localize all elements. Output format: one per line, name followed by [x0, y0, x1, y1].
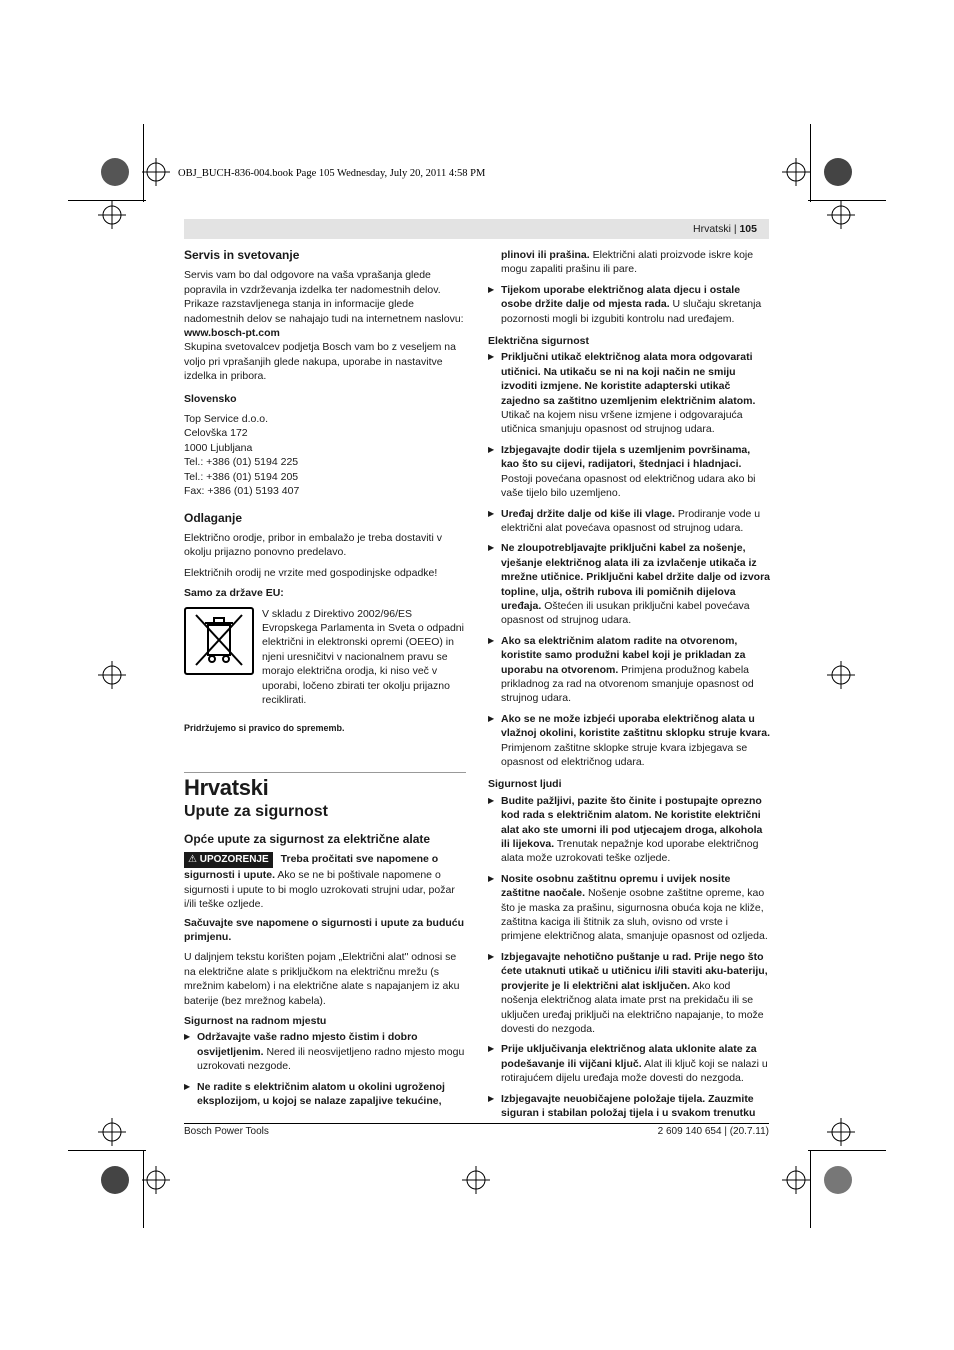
odlaganje-heading: Odlaganje	[184, 510, 243, 525]
list-item: ▶ Priključni utikač električnog alata mora odgovarati utičnici. Na utikaču se ni na koji način ne smiju izvoditi izmjene. Ne koristite adapterski utikač zajedno sa zaštitno uzemljenim električnim alatom. Utikač na kojem nisu vršene izmjene i odgovarajuća utičnica smanjuju opasnost od strujnog udara.	[488, 350, 770, 436]
left-column	[184, 248, 466, 1115]
bosch-url[interactable]: www.bosch-pt.com	[184, 327, 280, 340]
odlaganje-text-2: Električnih orodij ne vrzite med gospodinjske odpadke!	[184, 566, 438, 579]
personal-safety-heading: Sigurnost ljudi	[488, 778, 562, 791]
list-item: ▶ Izbjegavajte nehotično puštanje u rad. Prije nego što ćete utaknuti utikač u utičnicu i/ili staviti aku-bateriju, provjerite je li električni alat isključen. Ako kod nošenja električnog alata imate prst na prekidaču ili se uključen uređaj priključi na električno napajanje, to može dovesti do nezgoda.	[488, 950, 770, 1036]
warning-paragraph: ⚠ UPOZORENJE Treba pročitati sve napomene o sigurnosti i upute. Ako se ne bi poštivale napomene o sigurnosti i upute to bi moglo uzrokovati strujni udar, požar i/ili teške ozljede.	[184, 853, 455, 911]
weee-text: V skladu z Direktivo 2002/96/ES Evropskega Parlamenta in Sveta o odpadni električni in elektronski opremi (OEEO) in njeni uresničitvi v nacionalnem pravu se morajo električna orodja, ki niso več v uporabi, ločeno zbirati ter okolju prijazno reciklirati.	[262, 607, 464, 706]
servis-text: Servis vam bo dal odgovore na vaša vprašanja glede popravila in vzdrževanja izdelka ter nadomestnih delov. Prikaze razstavljenega stanja in informacije glede nadomestnih delov se nahajajo tudi na internetnem naslovu: www.bosch-pt.com Skupina svetovalcev podjetja Bosch vam bo z veseljem na voljo pri vprašanjih glede nakupa, uporabe in nastavitve izdelka in pribora.	[184, 269, 464, 383]
general-safety-heading: Opće upute za sigurnost za električne alate	[184, 831, 431, 846]
list-item: ▶ Ako se ne može izbjeći uporaba električnog alata u vlažnoj okolini, koristite zaštitnu sklopku struje kvara. Primjenom zaštitne sklopke struje kvara izbjegava se opasnost od električnog udara.	[488, 712, 770, 770]
list-item: ▶ Tijekom uporabe električnog alata djecu i ostale osobe držite dalje od mjesta rada. U slučaju skretanja pozornosti mogli bi izgubiti kontrolu nad uređajem.	[488, 283, 770, 326]
odlaganje-text-1: Električno orodje, pribor in embalažo je treba dostaviti v okolju prijazno ponovno predelavo.	[184, 531, 442, 559]
electrical-safety-heading: Električna sigurnost	[488, 335, 589, 348]
footer-rule	[184, 1123, 769, 1124]
list-item: ▶ Budite pažljivi, pazite što činite i postupajte oprezno kod rada s električnim alatom. Ne koristite električni alat ako ste umorni ili pod utjecajem droga, alkohola ili lijekova. Trenutak nepažnje kod uporabe električnog alata može uzrokovati teške ozljede.	[488, 794, 770, 866]
eu-only-heading: Samo za države EU:	[184, 587, 284, 600]
safety-title: Upute za sigurnost	[184, 803, 329, 821]
servis-heading: Servis in svetovanje	[184, 248, 300, 262]
keep-instructions: Sačuvajte sve napomene o sigurnosti i upute za buduću primjenu.	[184, 916, 465, 944]
page-number: 105	[739, 223, 757, 235]
slovensko-heading: Slovensko	[184, 392, 237, 405]
weee-bin-icon	[184, 607, 254, 675]
section-divider	[184, 772, 466, 773]
list-item: ▶ Ako sa električnim alatom radite na otvorenom, koristite samo produžni kabel koji je prikladan za uporabu na otvorenom. Primjena produžnog kabela prikladnog za rad na otvorenom smanjuje opasnost od strujnog udara.	[488, 634, 770, 706]
warning-badge: ⚠ UPOZORENJE	[184, 852, 273, 868]
section-title-hrvatski: Hrvatski	[184, 774, 269, 800]
rights-reserved: Pridržujemo si pravico do sprememb.	[184, 723, 345, 734]
list-item: ▶ Uređaj držite dalje od kiše ili vlage. Prodiranje vode u električni alat povećava opasnost od strujnog udara.	[488, 507, 770, 536]
term-definition: U daljnjem tekstu korišten pojam „Električni alat" odnosi se na električne alate s priključkom na električnu mrežu (s mrežnim kabelom) i na električne alate s napajanjem iz aku baterije (bez mrežnog kabela).	[184, 951, 460, 1007]
workplace-safety-heading: Sigurnost na radnom mjestu	[184, 1015, 327, 1028]
right-column	[488, 248, 770, 1126]
footer-doc-number: 2 609 140 654 | (20.7.11)	[657, 1126, 769, 1137]
list-item: ▶ Prije uključivanja električnog alata uklonite alate za podešavanje ili vijčani ključ. Alat ili ključ koji se nalazi u rotirajućem dijelu uređaja može dovesti do nezgoda.	[488, 1042, 770, 1085]
book-info: OBJ_BUCH-836-004.book Page 105 Wednesday, July 20, 2011 4:58 PM	[178, 168, 486, 179]
list-item-continuation: plinovi ili prašina. Električni alati proizvode iskre koje mogu zapaliti prašinu ili pare.	[501, 249, 754, 276]
list-item: ▶ Održavajte vaše radno mjesto čistim i dobro osvijetljenim. Nered ili neosvijetljeno radno mjesto mogu uzrokovati nezgode.	[184, 1030, 466, 1073]
list-item: ▶ Ne zloupotrebljavajte priključni kabel za nošenje, vješanje električnog alata ili za izvlačenje utikača iz mrežne utičnice. Priključni kabel držite dalje od izvora topline, ulja, oštrih rubova ili pomičnih dijelova uređaja. Oštećen ili usukan priključni kabel povećava opasnost od strujnog udara.	[488, 541, 770, 627]
list-item: ▶ Izbjegavajte neuobičajene položaje tijela. Zauzmite siguran i stabilan položaj tijela i u svakom trenutku	[488, 1092, 770, 1121]
footer-brand: Bosch Power Tools	[184, 1126, 269, 1137]
list-item: ▶ Izbjegavajte dodir tijela s uzemljenim površinama, kao što su cijevi, radijatori, štednjaci i hladnjaci. Postoji povećana opasnost od električnog udara ako bi vaše tijelo bilo uzemljeno.	[488, 443, 770, 501]
list-item: ▶ Nosite osobnu zaštitnu opremu i uvijek nosite zaštitne naočale. Nošenje osobne zaštitne opreme, kao što je maska za prašinu, sigurnosna obuća koja ne kliže, zaštitna kaciga ili štitnik za sluh, ovisno od vrste i primjene električnog alata, smanjuje opasnost od ozljeda.	[488, 872, 770, 944]
page-header: Hrvatski | 105	[184, 219, 769, 239]
header-language: Hrvatski	[692, 223, 731, 235]
list-item: ▶ Ne radite s električnim alatom u okolini ugroženoj eksplozijom, u kojoj se nalaze zapaljive tekućine,	[184, 1080, 466, 1109]
service-address: Top Service d.o.o. Celovška 172 1000 Ljubljana Tel.: +386 (01) 5194 225 Tel.: +386 (01) 5194 205 Fax: +386 (01) 5193 407	[184, 413, 300, 498]
